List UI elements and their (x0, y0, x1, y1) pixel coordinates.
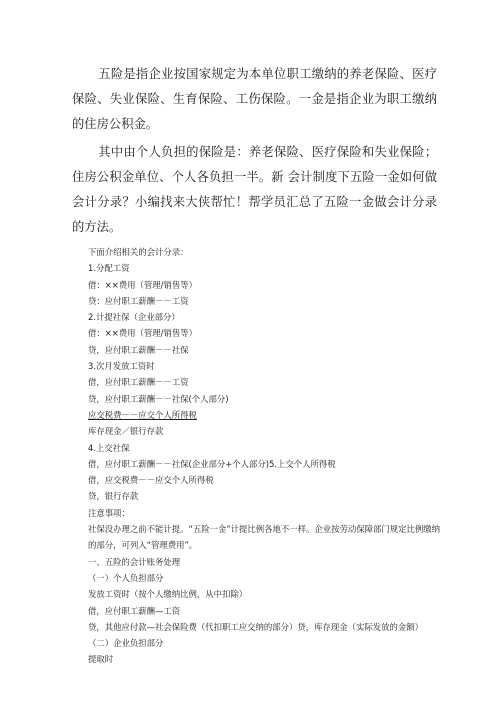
entry-section-4: 4.上交社保 (88, 442, 130, 453)
notes-text: 社保没办理之前不能计提。“五险一金”计提比例各地不一样。企业按劳动保障部门规定比例缴纳的部分，可列入“管理费用”。 (88, 524, 441, 551)
entry-line: 提取时 (88, 654, 114, 665)
entry-line: 贷：应付职工薪酬－－工资 (88, 295, 189, 306)
section-heading-five-insurances: 一、五险的会计账务处理 (88, 556, 181, 567)
entry-section-1: 1.分配工资 (88, 263, 130, 274)
subsection-company: （二）企业负担部分 (88, 638, 164, 649)
entries-heading: 下面介绍相关的会计分录： (88, 247, 189, 257)
entry-line: 贷，银行存款 (88, 491, 139, 502)
entry-line: 库存现金／银行存款 (88, 426, 164, 437)
entry-line: 借，应付职工薪酬－－工资 (88, 377, 189, 388)
intro-paragraph-burden: 其中由个人负担的保险是：养老保险、医疗保险和失业保险；住房公积金单位、个人各负担一半。新 会计制度下五险一金如何做会计分录？小编找来大侠帮忙！帮学员汇总了五险一金做会计分录的方法。 (72, 145, 437, 234)
intro-paragraph-definition: 五险是指企业按国家规定为本单位职工缴纳的养老保险、医疗保险、失业保险、生育保险、工伤保险。一金是指企业为职工缴纳的住房公积金。 (72, 67, 437, 131)
entry-section-2: 2.计提社保（企业部分） (88, 312, 180, 323)
entry-line: 贷，其他应付款—社会保险费（代扣职工应交纳的部分）贷，库存现金（实际发放的金额） (88, 621, 423, 632)
notes-heading: 注意事项： (88, 507, 130, 518)
subsection-personal: （一）个人负担部分 (88, 572, 164, 583)
entry-line: 借，应交税费－－应交个人所得税 (88, 475, 214, 486)
entry-line: 借，应付职工薪酬—工资 (88, 605, 181, 616)
entry-line: 发放工资时（按个人缴纳比例，从中扣除） (88, 589, 248, 600)
entry-line: 贷，应付职工薪酬－－社保(个人部分) (88, 393, 229, 404)
entry-line: 借，应付职工薪酬－－社保(企业部分+个人部分)5.上交个人所得税 (88, 458, 336, 469)
entry-line-underlined: 应交税费－－应交个人所得税 (88, 409, 197, 420)
entry-line: 贷，应付职工薪酬－－社保 (88, 344, 189, 355)
accounting-entries (88, 244, 448, 668)
entry-line: 借：××费用（管理/销售等） (88, 279, 197, 290)
entry-section-3: 3.次月发放工资时 (88, 361, 155, 372)
entry-line: 借：××费用（管理/销售等） (88, 328, 197, 339)
